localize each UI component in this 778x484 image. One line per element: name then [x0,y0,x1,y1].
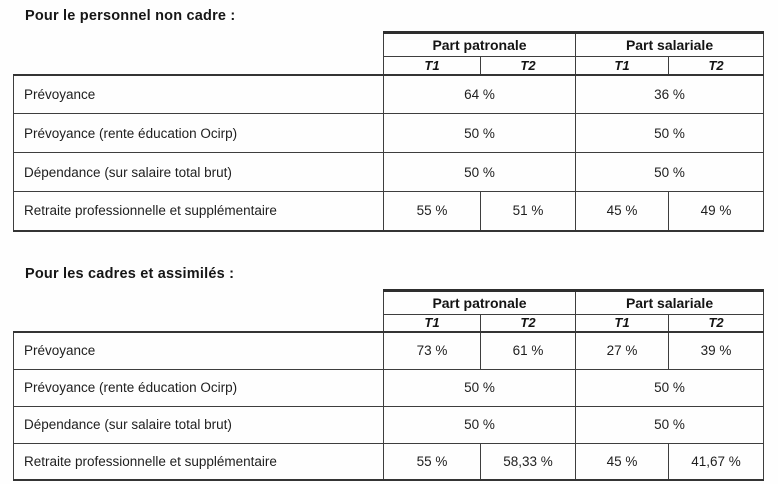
value-salariale-t2: 49 % [669,192,764,231]
row-label: Prévoyance [14,332,384,369]
col-salariale-t1: T1 [576,57,669,75]
value-patronale-t1: 55 % [384,192,481,231]
value-patronale: 64 % [384,75,576,114]
col-patronale-t2: T2 [481,314,576,332]
header-spacer [14,290,384,332]
value-patronale: 50 % [384,369,576,406]
value-patronale-t2: 58,33 % [481,443,576,480]
table-row-dependance [14,153,764,192]
value-salariale-t1: 27 % [576,332,669,369]
value-salariale: 36 % [576,75,764,114]
value-patronale-t2: 61 % [481,332,576,369]
table-row-prevoyance [14,75,764,114]
table-row-dependance [14,406,764,443]
row-label: Prévoyance (rente éducation Ocirp) [14,369,384,406]
col-group-part-salariale: Part salariale [576,290,764,314]
section-personnel-non-cadre [13,8,763,232]
section-title: Pour les cadres et assimilés : [25,265,235,282]
table-row-retraite [14,443,764,480]
table-row-retraite [14,192,764,231]
value-salariale-t1: 45 % [576,192,669,231]
row-label: Retraite professionnelle et supplémentaire [14,192,384,231]
col-patronale-t1: T1 [384,57,481,75]
row-label: Prévoyance (rente éducation Ocirp) [14,114,384,153]
col-salariale-t1: T1 [576,314,669,332]
value-patronale: 50 % [384,114,576,153]
col-group-part-patronale: Part patronale [384,33,576,57]
header-spacer [14,33,384,75]
col-group-part-patronale: Part patronale [384,290,576,314]
col-patronale-t1: T1 [384,314,481,332]
value-salariale: 50 % [576,406,764,443]
rates-table-non-cadre [13,31,764,232]
table-row-prevoyance-ocirp [14,369,764,406]
table-row-prevoyance [14,332,764,369]
row-label: Prévoyance [14,75,384,114]
col-patronale-t2: T2 [481,57,576,75]
value-salariale: 50 % [576,153,764,192]
col-group-part-salariale: Part salariale [576,33,764,57]
row-label: Retraite professionnelle et supplémentaire [14,443,384,480]
value-patronale-t1: 55 % [384,443,481,480]
value-salariale: 50 % [576,369,764,406]
value-salariale: 50 % [576,114,764,153]
value-patronale: 50 % [384,153,576,192]
section-title: Pour le personnel non cadre : [25,8,236,24]
value-salariale-t1: 45 % [576,443,669,480]
value-salariale-t2: 41,67 % [669,443,764,480]
col-salariale-t2: T2 [669,57,764,75]
value-patronale-t2: 51 % [481,192,576,231]
table-row-prevoyance-ocirp [14,114,764,153]
col-salariale-t2: T2 [669,314,764,332]
value-patronale-t1: 73 % [384,332,481,369]
rates-table-cadres [13,289,764,482]
value-patronale: 50 % [384,406,576,443]
row-label: Dépendance (sur salaire total brut) [14,406,384,443]
row-label: Dépendance (sur salaire total brut) [14,153,384,192]
value-salariale-t2: 39 % [669,332,764,369]
section-cadres-assimiles [13,266,763,482]
